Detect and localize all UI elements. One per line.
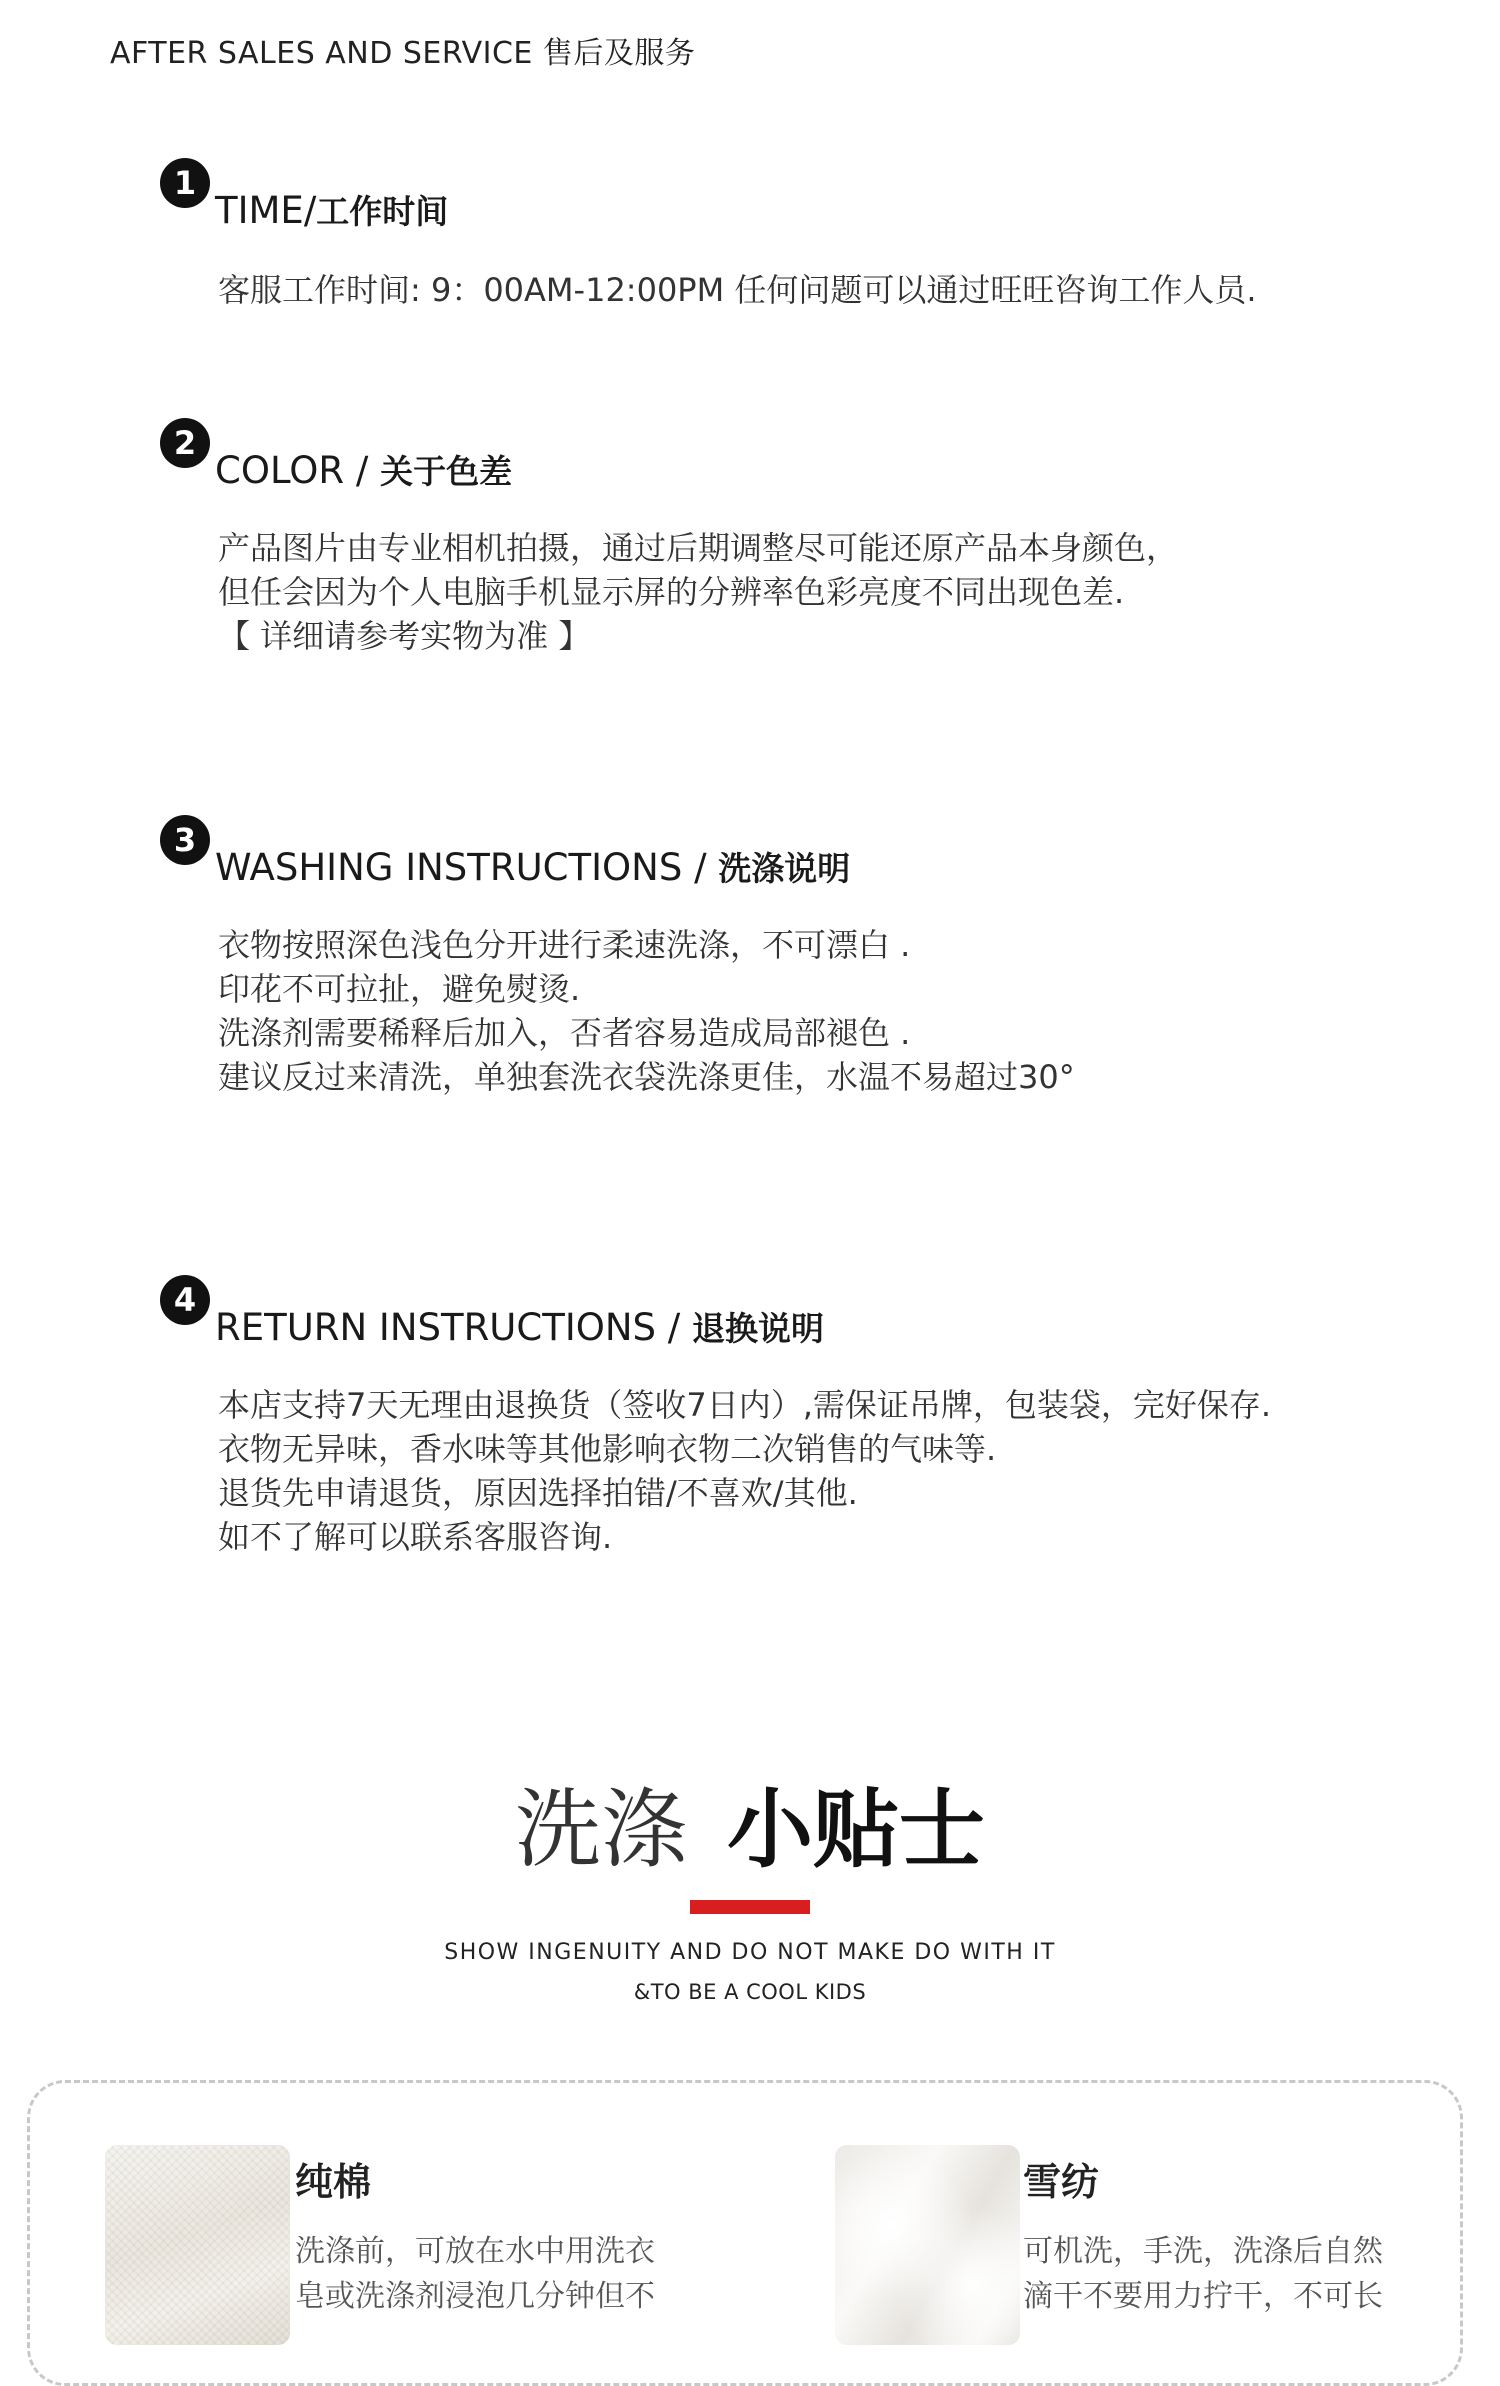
fabric-desc-line: 皂或洗涤剂浸泡几分钟但不 xyxy=(295,2279,655,2314)
number-badge: 3 xyxy=(160,815,210,865)
washing-tips-title xyxy=(0,1760,1500,1884)
section-title xyxy=(215,446,512,493)
section-title-cn: 退换说明 xyxy=(692,1309,825,1348)
fabric-name: 雪纺 xyxy=(1023,2160,1100,2204)
section-title-en: WASHING INSTRUCTIONS / xyxy=(215,846,719,889)
fabric-description xyxy=(1023,2229,1383,2319)
fabric-desc-line: 可机洗，手洗，洗涤后自然 xyxy=(1023,2234,1383,2269)
red-accent-bar xyxy=(690,1900,810,1914)
number-badge: 1 xyxy=(160,158,210,208)
fabric-desc-line: 滴干不要用力拧干，不可长 xyxy=(1023,2279,1383,2314)
body-line: 退货先申请退货，原因选择拍错/不喜欢/其他. xyxy=(218,1474,858,1512)
cotton-fabric-image xyxy=(105,2145,290,2345)
body-line: 但任会因为个人电脑手机显示屏的分辨率色彩亮度不同出现色差. xyxy=(218,573,1125,611)
section-title-cn: 洗涤说明 xyxy=(718,849,851,888)
body-line: 【 详细请参考实物为准 】 xyxy=(218,617,591,655)
section-body xyxy=(218,1383,1271,1559)
body-line: 衣物无异味，香水味等其他影响衣物二次销售的气味等. xyxy=(218,1430,997,1468)
section-title-en: COLOR / xyxy=(215,449,381,492)
section-body xyxy=(218,923,1075,1099)
body-line: 印花不可拉扯，避免熨烫. xyxy=(218,970,581,1008)
body-line: 产品图片由专业相机拍摄，通过后期调整尽可能还原产品本身颜色， xyxy=(218,529,1179,567)
section-title-en: TIME/ xyxy=(215,189,317,232)
body-line: 衣物按照深色浅色分开进行柔速洗涤，不可漂白 . xyxy=(218,926,911,964)
number-badge: 4 xyxy=(160,1275,210,1325)
body-line: 客服工作时间: 9：00AM-12:00PM 任何问题可以通过旺旺咨询工作人员. xyxy=(218,271,1257,309)
body-line: 本店支持7天无理由退换货（签收7日内）,需保证吊牌，包装袋，完好保存. xyxy=(218,1386,1272,1424)
body-line: 如不了解可以联系客服咨询. xyxy=(218,1518,613,1556)
section-title xyxy=(215,186,448,233)
tips-subtitle: SHOW INGENUITY AND DO NOT MAKE DO WITH IT xyxy=(444,1940,1056,1965)
section-title xyxy=(215,1303,824,1350)
chiffon-fabric-image xyxy=(835,2145,1020,2345)
section-body xyxy=(218,268,1257,312)
section-title xyxy=(215,843,850,890)
section-title-cn: 关于色差 xyxy=(380,452,513,491)
number-badge: 2 xyxy=(160,418,210,468)
section-title-en: RETURN INSTRUCTIONS / xyxy=(215,1306,693,1349)
fabric-desc-line: 洗涤前，可放在水中用洗衣 xyxy=(295,2234,655,2269)
fabric-name: 纯棉 xyxy=(295,2160,372,2204)
section-title-cn: 工作时间 xyxy=(316,192,449,231)
tips-title-bold: 小贴士 xyxy=(727,1780,985,1880)
page-header-title: AFTER SALES AND SERVICE 售后及服务 xyxy=(110,36,696,71)
section-body xyxy=(218,526,1178,658)
fabric-description xyxy=(295,2229,655,2319)
tips-title-light: 洗涤 xyxy=(515,1780,687,1880)
tips-subtitle-secondary: &TO BE A COOL KIDS xyxy=(633,1980,867,2004)
body-line: 建议反过来清洗，单独套洗衣袋洗涤更佳，水温不易超过30° xyxy=(218,1058,1075,1096)
body-line: 洗涤剂需要稀释后加入，否者容易造成局部褪色 . xyxy=(218,1014,911,1052)
